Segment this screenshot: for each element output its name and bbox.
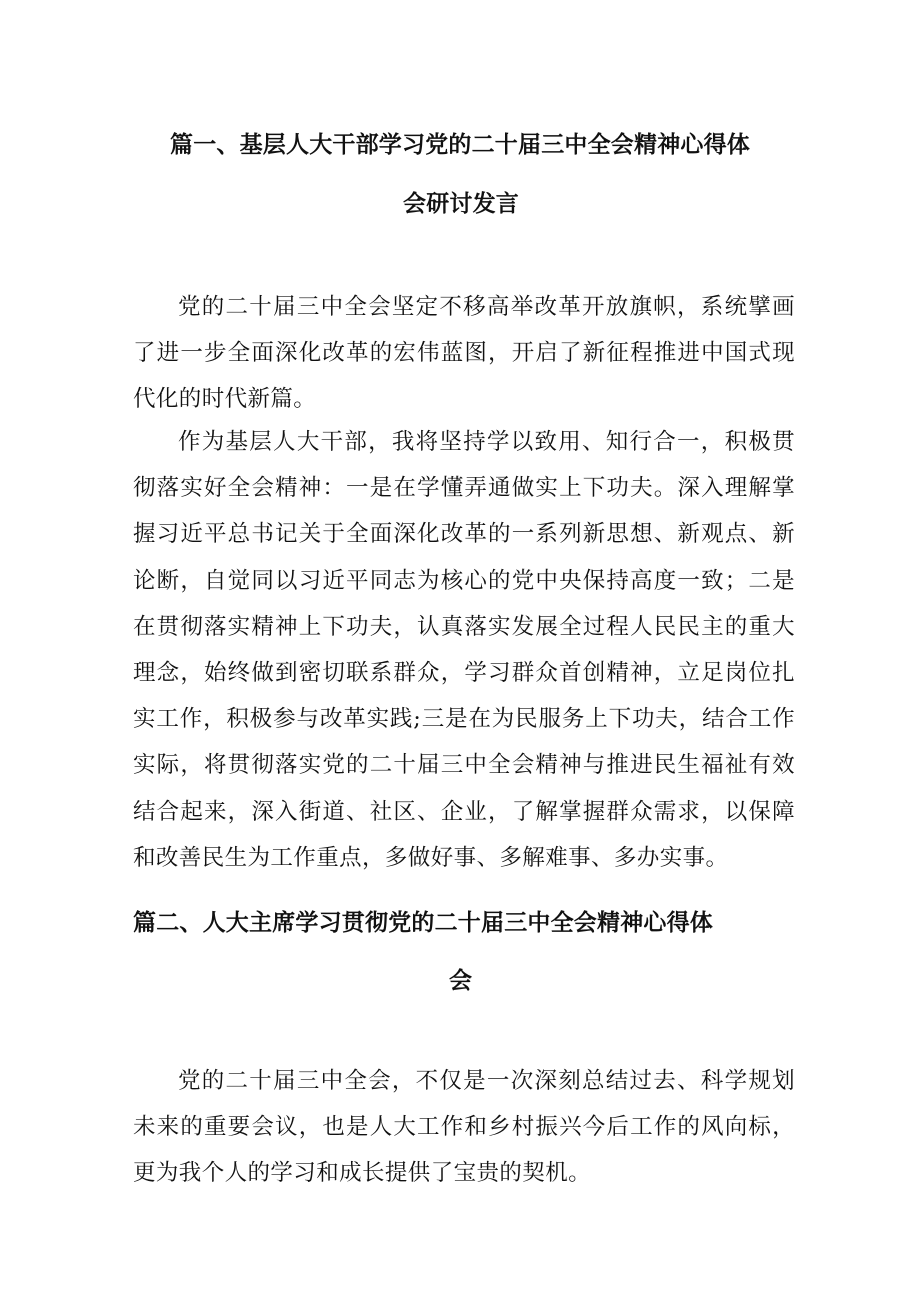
section-2-title-line-1: 篇二、人大主席学习贯彻党的二十届三中全会精神心得体 bbox=[133, 910, 713, 936]
section-1-paragraph-2: 作为基层人大干部，我将坚持学以致用、知行合一，积极贯彻落实好全会精神：一是在学懂弄通做实上下功夫。深入理解掌握习近平总书记关于全面深化改革的一系列新思想、新观点、新论断，自觉同以习近平同志为核心的党中央保持高度一致；二是在贯彻落实精神上下功夫，认真落实发展全过程人民民主的重大理念，始终做到密切联系群众，学习群众首创精神，立足岗位扎实工作，积极参与改革实践;三是在为民服务上下功夫，结合工作实际，将贯彻落实党的二十届三中全会精神与推进民生福祉有效结合起来，深入街道、社区、企业，了解掌握群众需求，以保障和改善民生为工作重点，多做好事、多解难事、多办实事。 bbox=[133, 429, 795, 871]
section-2-title-line-2: 会 bbox=[449, 968, 473, 994]
section-1-title-line-2: 会研讨发言 bbox=[403, 191, 519, 217]
section-1-paragraph-1: 党的二十届三中全会坚定不移高举改革开放旗帜，系统擘画了进一步全面深化改革的宏伟蓝图，开启了新征程推进中国式现代化的时代新篇。 bbox=[133, 294, 795, 413]
section-2-paragraph-1: 党的二十届三中全会，不仅是一次深刻总结过去、科学规划未来的重要会议，也是人大工作和乡村振兴今后工作的风向标，更为我个人的学习和成长提供了宝贵的契机。 bbox=[133, 1068, 795, 1187]
section-1-title-line-1: 篇一、基层人大干部学习党的二十届三中全会精神心得体 bbox=[170, 132, 750, 158]
